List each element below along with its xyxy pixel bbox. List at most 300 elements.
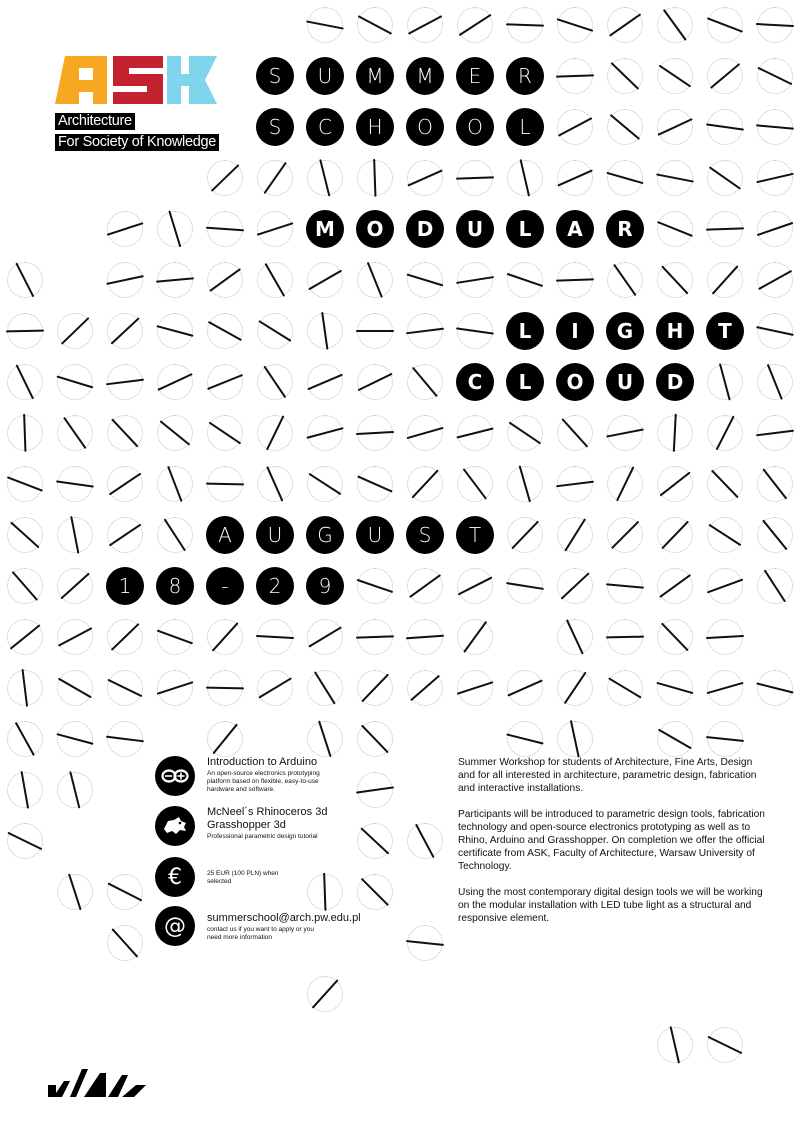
dial-hand xyxy=(211,164,239,192)
contact-email[interactable]: summerschool@arch.pw.edu.pl xyxy=(207,912,361,924)
dial-icon xyxy=(307,670,343,706)
dial-icon xyxy=(207,211,243,247)
dial-hand xyxy=(710,63,740,89)
title-letter-disc: O xyxy=(356,210,394,248)
dial-hand xyxy=(109,473,141,496)
dial-hand xyxy=(673,414,677,452)
rhino-detail: Professional parametric design tutorial xyxy=(207,833,318,840)
title-letter-disc: D xyxy=(406,210,444,248)
title-letter-disc: U xyxy=(306,57,344,95)
dial-icon xyxy=(657,262,693,298)
dial-hand xyxy=(57,376,94,389)
dial-icon xyxy=(607,466,643,502)
dial-hand xyxy=(206,227,244,231)
dial-icon xyxy=(57,721,93,757)
dial-hand xyxy=(570,720,579,758)
dial-icon xyxy=(407,925,443,961)
at-icon: @ xyxy=(155,906,195,946)
ask-logo-mark xyxy=(55,56,217,104)
dial-hand xyxy=(10,624,41,649)
dial-icon xyxy=(607,160,643,196)
dial-hand xyxy=(459,14,492,36)
dial-icon xyxy=(357,415,393,451)
dial-icon xyxy=(107,211,143,247)
dial-icon xyxy=(757,58,793,94)
dial-icon xyxy=(407,568,443,604)
dial-hand xyxy=(709,524,742,546)
dial-icon xyxy=(357,670,393,706)
dial-hand xyxy=(406,940,444,946)
dial-icon xyxy=(157,364,193,400)
dial-hand xyxy=(564,672,587,704)
dial-icon xyxy=(557,619,593,655)
dial-hand xyxy=(506,582,544,590)
dial-icon xyxy=(107,670,143,706)
dial-icon xyxy=(207,415,243,451)
dial-icon xyxy=(207,466,243,502)
dial-icon xyxy=(757,313,793,349)
dial-icon xyxy=(357,721,393,757)
dial-hand xyxy=(556,481,594,487)
dial-icon xyxy=(707,160,743,196)
dial-hand xyxy=(12,571,38,601)
workshop-description xyxy=(458,756,768,938)
dial-icon xyxy=(557,721,593,757)
dial-icon xyxy=(157,466,193,502)
dial-icon xyxy=(257,313,293,349)
dial-hand xyxy=(609,13,641,36)
dial-icon xyxy=(607,109,643,145)
dial-hand xyxy=(56,733,93,744)
dial-icon xyxy=(7,313,43,349)
dial-hand xyxy=(63,417,86,449)
dial-icon xyxy=(7,262,43,298)
dial-hand xyxy=(707,682,744,694)
dial-icon xyxy=(607,58,643,94)
dial-icon xyxy=(207,262,243,298)
title-letter-disc: S xyxy=(406,516,444,554)
dial-icon xyxy=(507,466,543,502)
dial-hand xyxy=(156,278,194,283)
dial-hand xyxy=(564,518,585,551)
dial-hand xyxy=(507,680,542,697)
title-letter-disc: U xyxy=(256,516,294,554)
dial-icon xyxy=(207,160,243,196)
dial-icon xyxy=(57,466,93,502)
title-letter-disc: U xyxy=(606,363,644,401)
dial-hand xyxy=(256,635,294,639)
dial-icon xyxy=(107,619,143,655)
dial-hand xyxy=(24,414,27,452)
dial-hand xyxy=(756,125,794,130)
dial-icon xyxy=(257,670,293,706)
dial-icon xyxy=(7,823,43,859)
arduino-detail: An open-source electronics prototyping platform based on flexible, easy-to-use hardware and software. xyxy=(207,770,320,793)
dial-icon xyxy=(357,313,393,349)
dial-icon xyxy=(257,619,293,655)
description-paragraph-1: Summer Workshop for students of Architecture, Fine Arts, Design and for all interested in architecture, parametric design, fabrication and interactive installations. xyxy=(458,757,757,794)
dial-hand xyxy=(707,17,743,32)
dial-hand xyxy=(357,579,393,593)
dial-icon xyxy=(657,517,693,553)
title-letter-disc: M xyxy=(406,57,444,95)
dial-hand xyxy=(756,23,794,27)
dial-icon xyxy=(707,568,743,604)
dial-hand xyxy=(610,114,640,140)
dial-hand xyxy=(361,674,389,702)
title-letter-disc: G xyxy=(606,312,644,350)
dial-icon xyxy=(707,109,743,145)
dial-hand xyxy=(566,619,584,654)
dial-icon xyxy=(557,160,593,196)
dial-icon xyxy=(457,568,493,604)
dial-hand xyxy=(265,263,285,297)
dial-hand xyxy=(112,928,139,957)
dial-hand xyxy=(711,470,739,498)
dial-icon xyxy=(457,670,493,706)
dial-icon xyxy=(307,160,343,196)
title-letter-disc: 9 xyxy=(306,567,344,605)
dial-icon xyxy=(657,670,693,706)
dial-icon xyxy=(407,670,443,706)
dial-hand xyxy=(608,678,641,699)
dial-icon xyxy=(407,619,443,655)
title-letter-disc: I xyxy=(556,312,594,350)
dial-icon xyxy=(157,670,193,706)
dial-hand xyxy=(409,574,441,598)
dial-icon xyxy=(357,262,393,298)
dial-icon xyxy=(707,670,743,706)
dial-hand xyxy=(756,683,793,694)
dial-icon xyxy=(107,466,143,502)
dial-hand xyxy=(109,524,141,547)
dial-hand xyxy=(157,373,192,391)
dial-icon xyxy=(407,466,443,502)
dial-hand xyxy=(411,470,438,499)
dial-hand xyxy=(209,268,241,292)
dial-hand xyxy=(21,771,29,809)
dial-icon xyxy=(157,415,193,451)
dial-icon xyxy=(757,568,793,604)
dial-icon xyxy=(57,568,93,604)
dial-icon xyxy=(707,7,743,43)
dial-icon xyxy=(57,619,93,655)
dial-icon xyxy=(107,721,143,757)
dial-icon xyxy=(307,262,343,298)
dial-hand xyxy=(212,724,237,755)
dial-icon xyxy=(357,619,393,655)
dial-icon xyxy=(57,364,93,400)
dial-icon xyxy=(557,568,593,604)
dial-icon xyxy=(657,1027,693,1063)
dial-icon xyxy=(307,721,343,757)
dial-icon xyxy=(557,58,593,94)
dial-hand xyxy=(312,979,339,1008)
dial-icon xyxy=(307,976,343,1012)
dial-icon xyxy=(7,568,43,604)
dial-icon xyxy=(207,313,243,349)
dial-icon xyxy=(107,313,143,349)
dial-icon xyxy=(457,7,493,43)
dial-hand xyxy=(660,472,691,497)
dial-icon xyxy=(407,7,443,43)
dial-icon xyxy=(107,874,143,910)
dial-icon xyxy=(257,466,293,502)
dial-icon xyxy=(107,364,143,400)
dial-hand xyxy=(606,584,644,589)
dial-hand xyxy=(561,572,590,599)
dial-hand xyxy=(719,363,730,400)
dial-hand xyxy=(258,320,291,341)
dial-hand xyxy=(456,276,494,284)
dial-hand xyxy=(309,473,342,495)
dial-icon xyxy=(157,619,193,655)
dial-icon xyxy=(7,415,43,451)
dial-hand xyxy=(167,466,182,502)
title-letter-disc: L xyxy=(506,363,544,401)
dial-hand xyxy=(356,431,394,435)
dial-icon xyxy=(657,568,693,604)
title-letter-disc: L xyxy=(506,108,544,146)
dial-icon xyxy=(7,619,43,655)
dial-icon xyxy=(107,262,143,298)
logo-text-line-1: Architecture xyxy=(55,113,135,130)
dial-hand xyxy=(106,736,144,742)
dial-icon xyxy=(257,160,293,196)
dial-icon xyxy=(557,262,593,298)
dial-icon xyxy=(7,721,43,757)
dial-icon xyxy=(757,517,793,553)
fee-detail: 25 EUR (100 PLN) when selected xyxy=(207,870,279,885)
dial-icon xyxy=(57,517,93,553)
dial-hand xyxy=(762,520,787,551)
dial-hand xyxy=(156,325,193,336)
dial-hand xyxy=(407,170,442,187)
dial-hand xyxy=(406,635,444,639)
dial-hand xyxy=(707,579,743,593)
title-letter-disc: U xyxy=(456,210,494,248)
dial-icon xyxy=(657,58,693,94)
dial-hand xyxy=(706,635,744,639)
dial-hand xyxy=(408,15,442,34)
dial-icon xyxy=(57,670,93,706)
dial-hand xyxy=(206,483,244,485)
rhino-icon xyxy=(155,806,195,846)
dial-hand xyxy=(8,832,43,850)
dial-icon xyxy=(7,670,43,706)
title-letter-disc: R xyxy=(606,210,644,248)
dial-hand xyxy=(659,65,691,88)
dial-hand xyxy=(661,521,689,549)
dial-hand xyxy=(763,469,788,500)
dial-icon xyxy=(707,211,743,247)
dial-hand xyxy=(16,263,35,298)
dial-hand xyxy=(556,279,594,282)
dial-hand xyxy=(111,317,140,344)
dial-hand xyxy=(10,522,39,549)
dial-hand xyxy=(15,722,35,756)
dial-hand xyxy=(157,681,194,694)
dial-hand xyxy=(716,416,735,451)
title-letter-disc: - xyxy=(206,567,244,605)
dial-icon xyxy=(407,823,443,859)
dial-icon xyxy=(507,415,543,451)
dial-icon xyxy=(507,160,543,196)
title-letter-disc: O xyxy=(556,363,594,401)
dial-hand xyxy=(758,67,793,85)
dial-icon xyxy=(457,415,493,451)
dial-hand xyxy=(456,428,493,439)
dial-hand xyxy=(106,379,144,385)
dial-icon xyxy=(457,619,493,655)
title-letter-disc: G xyxy=(306,516,344,554)
dial-hand xyxy=(562,418,589,447)
dial-hand xyxy=(207,374,243,390)
dial-hand xyxy=(415,824,434,858)
dial-hand xyxy=(209,422,241,445)
dial-hand xyxy=(374,159,377,197)
dial-hand xyxy=(58,627,92,646)
dial-icon xyxy=(507,7,543,43)
dial-hand xyxy=(322,312,329,350)
dial-hand xyxy=(656,174,694,183)
dial-hand xyxy=(613,264,636,296)
dial-icon xyxy=(657,211,693,247)
dial-icon xyxy=(457,160,493,196)
dial-icon xyxy=(707,58,743,94)
dial-icon xyxy=(57,874,93,910)
dial-hand xyxy=(509,422,541,445)
euro-icon: € xyxy=(155,857,195,897)
dial-icon xyxy=(607,262,643,298)
dial-icon xyxy=(7,466,43,502)
dial-icon xyxy=(257,211,293,247)
dial-icon xyxy=(307,7,343,43)
dial-icon xyxy=(757,262,793,298)
dial-hand xyxy=(407,274,444,287)
dial-hand xyxy=(511,521,539,549)
title-letter-disc: O xyxy=(406,108,444,146)
dial-hand xyxy=(22,669,28,707)
dial-hand xyxy=(358,373,393,391)
dial-icon xyxy=(707,517,743,553)
dial-hand xyxy=(661,623,689,651)
dial-hand xyxy=(56,481,94,488)
dial-icon xyxy=(707,1027,743,1063)
dial-hand xyxy=(357,476,392,493)
dial-icon xyxy=(57,313,93,349)
dial-icon xyxy=(657,7,693,43)
dial-hand xyxy=(361,725,389,753)
title-letter-disc: H xyxy=(356,108,394,146)
dial-icon xyxy=(307,415,343,451)
dial-icon xyxy=(507,670,543,706)
dial-hand xyxy=(106,275,144,284)
dial-icon xyxy=(457,466,493,502)
dial-hand xyxy=(320,159,331,196)
title-letter-disc: 2 xyxy=(256,567,294,605)
dial-hand xyxy=(212,622,239,651)
dial-hand xyxy=(661,266,688,295)
dial-icon xyxy=(607,619,643,655)
dial-hand xyxy=(410,675,440,701)
dial-hand xyxy=(659,574,691,598)
dial-hand xyxy=(267,466,284,501)
dial-hand xyxy=(258,678,291,699)
dial-icon xyxy=(157,313,193,349)
contact-detail: contact us if you want to apply or you need more information xyxy=(207,926,314,941)
dial-hand xyxy=(611,62,639,90)
dial-icon xyxy=(707,415,743,451)
dial-hand xyxy=(6,330,44,332)
dial-hand xyxy=(558,117,592,136)
title-letter-disc: T xyxy=(706,312,744,350)
dial-hand xyxy=(7,476,43,491)
title-letter-disc: C xyxy=(456,363,494,401)
title-letter-disc: A xyxy=(206,516,244,554)
dial-icon xyxy=(457,313,493,349)
dial-hand xyxy=(658,729,692,749)
dial-icon xyxy=(757,670,793,706)
faculty-logo-icon xyxy=(48,1063,146,1101)
dial-hand xyxy=(712,265,739,294)
dial-hand xyxy=(657,118,692,136)
title-letter-disc: S xyxy=(256,57,294,95)
dial-icon xyxy=(757,211,793,247)
dial-hand xyxy=(157,630,193,644)
title-letter-disc: D xyxy=(656,363,694,401)
dial-icon xyxy=(757,364,793,400)
dial-hand xyxy=(663,9,687,41)
dial-hand xyxy=(107,222,144,235)
dial-icon xyxy=(657,466,693,502)
dial-hand xyxy=(670,1026,680,1063)
title-letter-disc: S xyxy=(256,108,294,146)
dial-icon xyxy=(57,415,93,451)
dial-icon xyxy=(307,619,343,655)
dial-icon xyxy=(7,772,43,808)
title-letter-disc: U xyxy=(356,516,394,554)
dial-icon xyxy=(557,7,593,43)
dial-icon xyxy=(557,466,593,502)
title-letter-disc: R xyxy=(506,57,544,95)
dial-icon xyxy=(307,313,343,349)
dial-hand xyxy=(706,228,744,231)
dial-hand xyxy=(606,429,644,438)
dial-icon xyxy=(607,670,643,706)
title-letter-disc: A xyxy=(556,210,594,248)
dial-icon xyxy=(657,160,693,196)
dial-icon xyxy=(407,415,443,451)
title-letter-disc: L xyxy=(506,210,544,248)
dial-icon xyxy=(557,517,593,553)
dial-hand xyxy=(263,162,286,194)
dial-icon xyxy=(707,619,743,655)
dial-icon xyxy=(407,313,443,349)
arduino-title: Introduction to Arduino xyxy=(207,756,318,768)
dial-hand xyxy=(764,570,786,603)
dial-icon xyxy=(407,160,443,196)
dial-hand xyxy=(706,736,744,742)
dial-hand xyxy=(506,24,544,27)
dial-hand xyxy=(456,177,494,180)
dial-icon xyxy=(757,160,793,196)
dial-hand xyxy=(367,262,383,298)
dial-icon xyxy=(307,364,343,400)
dial-hand xyxy=(160,420,191,445)
dial-hand xyxy=(556,75,594,78)
dial-hand xyxy=(306,427,343,438)
